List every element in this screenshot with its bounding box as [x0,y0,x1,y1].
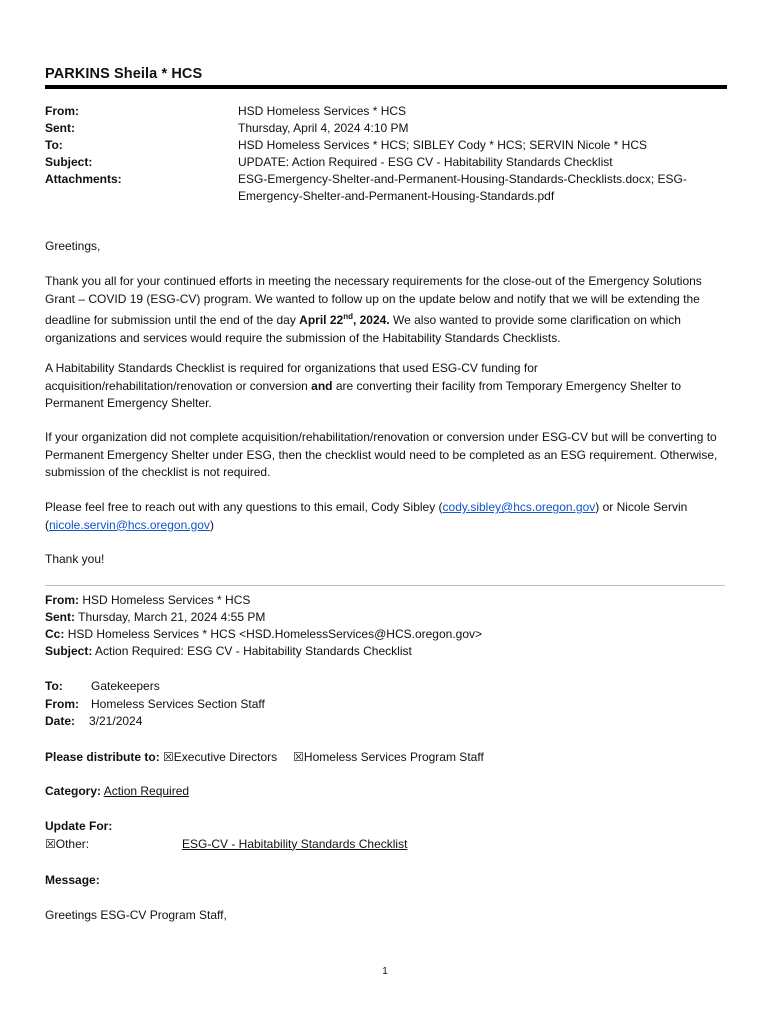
p4-text-b: ) or Nicole Servin ( [45,500,688,532]
memo-date-value: 3/21/2024 [89,714,143,728]
p2-bold: and [311,378,333,393]
header-to-label: To: [45,138,63,152]
forwarded-header [45,592,482,660]
header-from-row [45,103,698,120]
header-sent-label: Sent: [45,121,75,135]
page-number: 1 [382,966,388,977]
paragraph-requirement [45,360,725,413]
memo-from-value: Homeless Services Section Staff [91,696,265,711]
paragraph-contact-text [45,499,725,534]
header-sent-row [45,120,698,137]
fwd-cc-label: Cc: [45,627,65,641]
category-label: Category: [45,784,102,798]
update-for-other-row [45,836,407,854]
update-for-label-row [45,818,407,836]
header-subject-label: Subject: [45,155,93,169]
header-subject-value: UPDATE: Action Required - ESG CV - Habitability Standards Checklist [238,155,613,169]
fwd-from-label: From: [45,593,79,607]
memo-category [45,783,189,801]
memo-message [45,872,100,890]
category-value: Action Required [103,784,190,798]
attachment-line-1[interactable]: ESG-Emergency-Shelter-and-Permanent-Housing-Standards-Checklists.docx; ESG- [238,172,687,186]
update-for-label: Update For: [45,819,113,833]
deadline-date-main: April 22 [299,313,344,327]
header-from-label: From: [45,104,79,118]
deadline-date-sup: nd [343,312,353,321]
header-attachments-label: Attachments: [45,172,122,186]
memo-to-label: To: [45,679,63,693]
greeting-text: Greetings, [45,239,101,253]
email-header [45,103,698,205]
paragraph-contact [45,499,725,534]
memo-date-label: Date: [45,714,76,728]
header-attachments-value [238,171,698,205]
deadline-date [299,313,390,327]
memo-update-for [45,818,407,853]
distribute-executive-directors: ☒Executive Directors [163,750,278,764]
memo-routing [45,678,265,731]
paragraph-conversion-text: If your organization did not complete acquisition/rehabilitation/renovation or conversion under ESG-CV but will be converting to Permanent Emergency Shelter under ESG, then the checklist would need to be completed as an ESG requirement. Otherwise, submission of the checklist is not required. [45,430,718,479]
fwd-subject-value: Action Required: ESG CV - Habitability Standards Checklist [95,644,412,658]
header-from-value: HSD Homeless Services * HCS [238,104,407,118]
thanks [45,551,725,569]
p2-text-a: A Habitability Standards Checklist is required for organizations that used ESG-CV funding for acquisition/rehabilitation/renovation or conversion [45,361,538,393]
p1-text-b: We also wanted to provide some clarification on which organizations and services would require the submission of the Habitability Standards Checklists. [45,313,681,345]
memo-to-row [45,678,265,696]
p1-text-a: Thank you all for your continued efforts in meeting the necessary requirements for the close-out of the Emergency Solutions Grant – COVID 19 (ESG-CV) program. We wanted to follow up on the update below and notify that we will be extending the deadline for submission until the end of the day [45,274,702,327]
forward-divider [45,585,725,586]
fwd-subject-label: Subject: [45,644,93,658]
fwd-sent-row [45,609,482,626]
message-greeting-text: Greetings ESG-CV Program Staff, [45,908,227,922]
memo-from-label: From: [45,696,79,711]
email-link-nicole[interactable]: nicole.servin@hcs.oregon.gov [49,517,210,532]
paragraph-deadline [45,273,725,347]
header-attachments-row [45,171,698,205]
header-to-value: HSD Homeless Services * HCS; SIBLEY Cody * HCS; SERVIN Nicole * HCS [238,138,648,152]
memo-from-row [45,696,265,714]
p4-text-c: ) [209,517,214,532]
header-divider [45,85,727,89]
fwd-from-value: HSD Homeless Services * HCS [82,593,251,607]
attachment-line-2[interactable]: Emergency-Shelter-and-Permanent-Housing-Standards.pdf [238,189,555,203]
memo-distribute [45,749,484,767]
sender-name: PARKINS Sheila * HCS [45,66,203,82]
fwd-sent-label: Sent: [45,610,75,624]
memo-date-row [45,713,265,731]
update-for-other-value: ESG-CV - Habitability Standards Checklist [182,836,408,851]
distribute-program-staff: ☒Homeless Services Program Staff [293,750,484,764]
paragraph-requirement-text [45,360,725,413]
p2-text-b: are converting their facility from Temporary Emergency Shelter to Permanent Emergency Shelter. [45,378,682,410]
memo-message-greeting [45,907,227,925]
fwd-subject-row [45,643,482,660]
thanks-text: Thank you! [45,552,105,566]
distribute-label: Please distribute to: [45,750,160,764]
paragraph-conversion [45,429,725,482]
deadline-date-year: , 2024. [352,313,390,327]
update-for-other: ☒Other: [45,836,90,851]
greeting [45,238,725,256]
fwd-cc-row [45,626,482,643]
header-to-row [45,137,698,154]
message-label: Message: [45,873,100,887]
p4-text-a: Please feel free to reach out with any questions to this email, Cody Sibley ( [45,500,443,514]
header-subject-row [45,154,698,171]
fwd-from-row [45,592,482,609]
fwd-sent-value: Thursday, March 21, 2024 4:55 PM [78,610,266,624]
paragraph-deadline-text [45,273,725,347]
memo-to-value: Gatekeepers [91,679,160,693]
header-sent-value: Thursday, April 4, 2024 4:10 PM [238,121,409,135]
email-link-cody[interactable]: cody.sibley@hcs.oregon.gov [442,500,596,514]
fwd-cc-value: HSD Homeless Services * HCS <HSD.HomelessServices@HCS.oregon.gov> [67,627,483,641]
